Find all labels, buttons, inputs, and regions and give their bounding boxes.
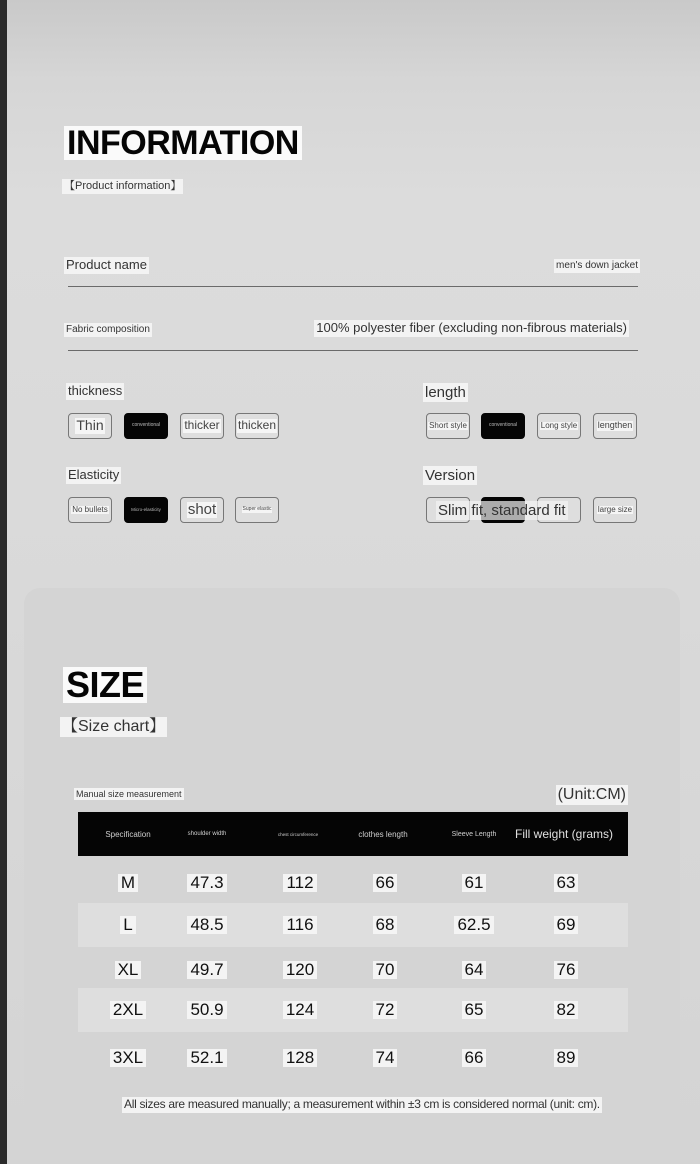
cell-shoulder: 52.1 [162, 1036, 252, 1080]
col-clothes-length: clothes length [358, 829, 408, 839]
elasticity-option-shot[interactable]: shot [180, 497, 224, 523]
product-information-subtitle: 【Product information】 [64, 180, 182, 192]
unit-label: (Unit:CM) [556, 785, 628, 805]
cell-clothes-length: 66 [342, 861, 428, 905]
length-option-lengthen[interactable]: lengthen [593, 413, 637, 439]
divider-product-name [68, 286, 638, 287]
version-option-large-size[interactable]: large size [593, 497, 637, 523]
fabric-composition-label: Fabric composition [66, 324, 150, 335]
cell-chest: 116 [254, 903, 346, 947]
col-shoulder-width: shoulder width [187, 831, 227, 837]
cell-chest: 124 [254, 988, 346, 1032]
cell-clothes-length: 70 [342, 948, 428, 992]
col-fill-weight: Fill weight (grams) [514, 827, 613, 841]
cell-sleeve: 61 [430, 861, 518, 905]
cell-fill-weight: 63 [516, 861, 616, 905]
cell-size: 2XL [78, 988, 178, 1032]
length-label: length [425, 384, 466, 401]
cell-sleeve: 66 [430, 1036, 518, 1080]
length-option-conventional[interactable]: conventional [481, 413, 525, 439]
col-specification: Specification [105, 829, 151, 839]
left-edge-bar [0, 0, 7, 1164]
version-overlay-text: Slim fit, standard fit [438, 502, 566, 519]
size-table-header [78, 812, 628, 856]
table-row [78, 988, 628, 1032]
product-name-value: men's down jacket [556, 260, 638, 271]
size-title: SIZE [63, 667, 147, 703]
cell-chest: 112 [254, 861, 346, 905]
cell-fill-weight: 89 [516, 1036, 616, 1080]
cell-sleeve: 62.5 [430, 903, 518, 947]
cell-shoulder: 49.7 [162, 948, 252, 992]
information-title: INFORMATION [64, 126, 302, 160]
table-row [78, 948, 628, 992]
thickness-label: thickness [68, 383, 123, 398]
thickness-option-thin[interactable]: Thin [68, 413, 112, 439]
elasticity-option-no-bullets[interactable]: No bullets [68, 497, 112, 523]
cell-clothes-length: 74 [342, 1036, 428, 1080]
elasticity-option-super-elastic[interactable]: Super elastic [235, 497, 279, 523]
thickness-option-thicker[interactable]: thicker [180, 413, 224, 439]
cell-fill-weight: 69 [516, 903, 616, 947]
cell-chest: 128 [254, 1036, 346, 1080]
cell-clothes-length: 72 [342, 988, 428, 1032]
cell-shoulder: 47.3 [162, 861, 252, 905]
cell-sleeve: 65 [430, 988, 518, 1032]
cell-sleeve: 64 [430, 948, 518, 992]
cell-chest: 120 [254, 948, 346, 992]
cell-size: 3XL [78, 1036, 178, 1080]
product-name-label: Product name [66, 257, 147, 272]
cell-size: XL [78, 948, 178, 992]
table-row [78, 861, 628, 905]
fabric-composition-value: 100% polyester fiber (excluding non-fibrous materials) [316, 320, 627, 335]
cell-fill-weight: 82 [516, 988, 616, 1032]
cell-size: M [78, 861, 178, 905]
table-row [78, 903, 628, 947]
cell-clothes-length: 68 [342, 903, 428, 947]
elasticity-label: Elasticity [68, 467, 120, 482]
cell-fill-weight: 76 [516, 948, 616, 992]
col-chest-circumference: chest circumference [277, 831, 319, 837]
thickness-option-thicken[interactable]: thicken [235, 413, 279, 439]
elasticity-option-micro-elasticity[interactable]: Micro-elasticity [124, 497, 168, 523]
thickness-option-conventional[interactable]: conventional [124, 413, 168, 439]
size-chart-subtitle: 【Size chart】 [60, 717, 167, 737]
cell-shoulder: 48.5 [162, 903, 252, 947]
length-option-long-style[interactable]: Long style [537, 413, 581, 439]
divider-fabric [68, 350, 638, 351]
table-row [78, 1036, 628, 1080]
manual-measurement-note: Manual size measurement [76, 789, 182, 799]
cell-size: L [78, 903, 178, 947]
size-footnote: All sizes are measured manually; a measurement within ±3 cm is considered normal (unit: cm). [124, 1097, 600, 1111]
col-sleeve-length: Sleeve Length [451, 830, 497, 838]
version-label: Version [425, 467, 476, 484]
length-option-short-style[interactable]: Short style [426, 413, 470, 439]
cell-shoulder: 50.9 [162, 988, 252, 1032]
